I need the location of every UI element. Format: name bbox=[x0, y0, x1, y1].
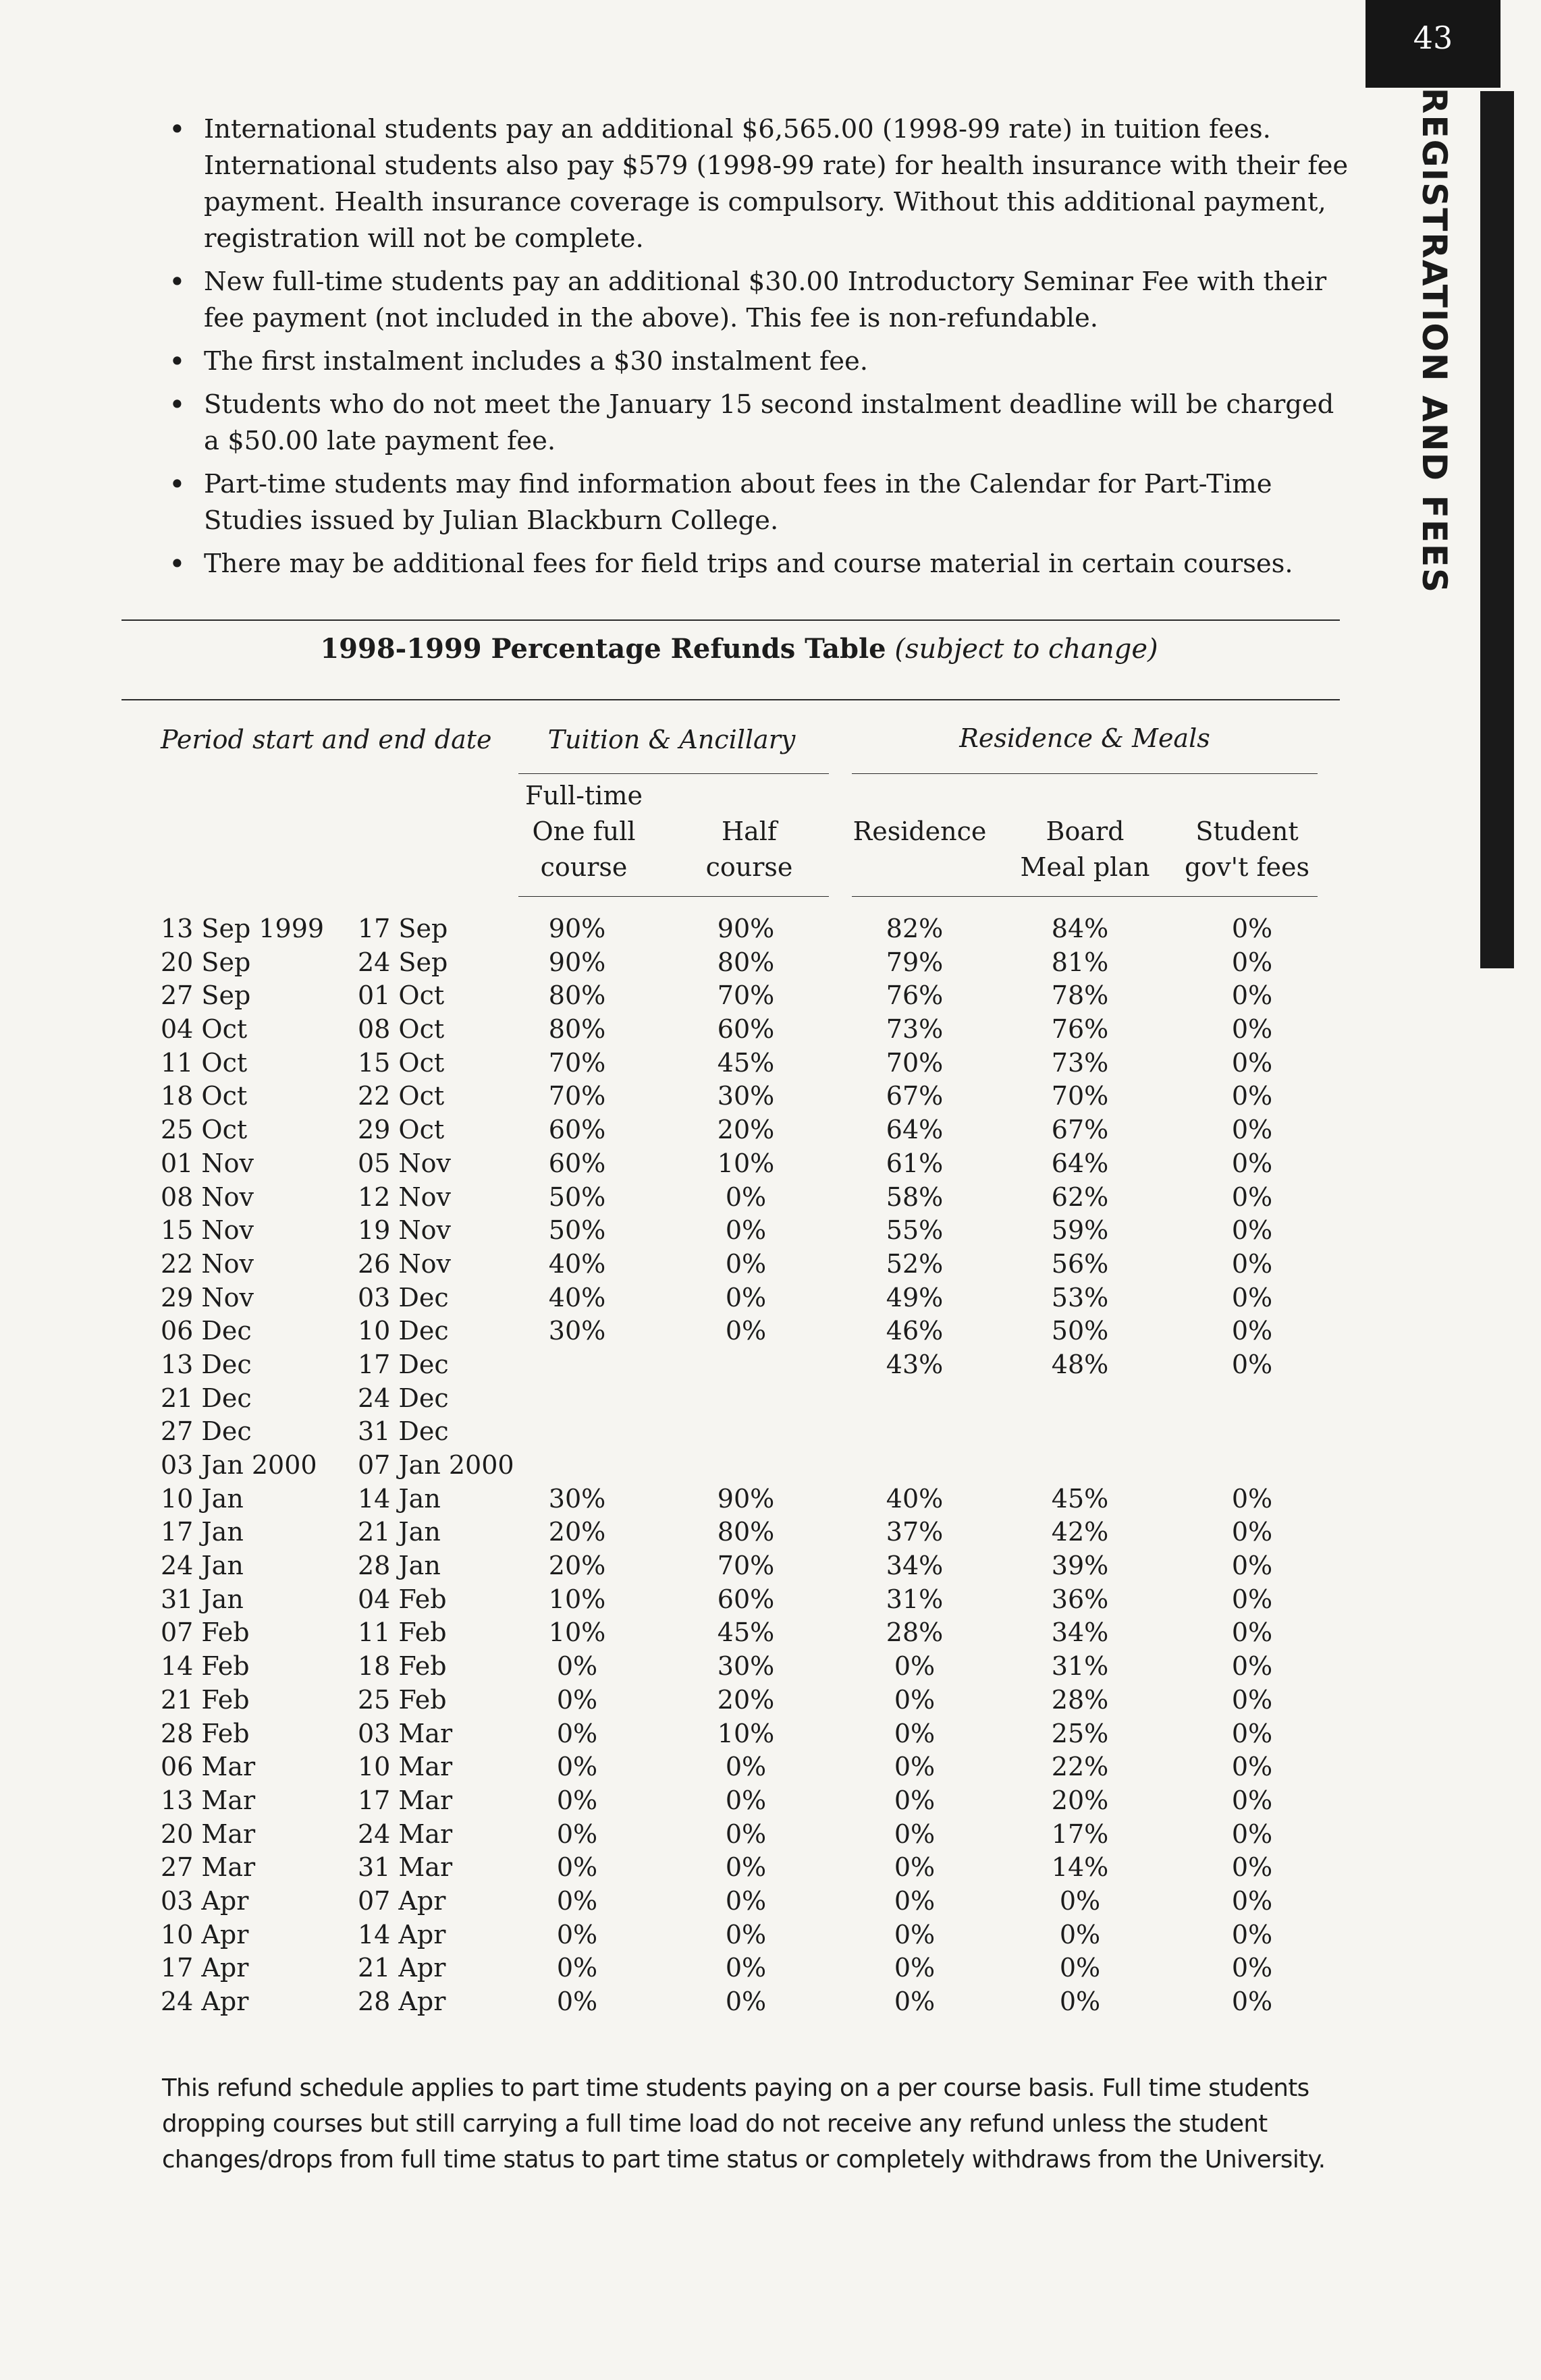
fee-note: • International students pay an additional $6,565.00 (1998-99 rate) in tuition fees. International students also pay $579 (1998-99 rate) for health insurance with their fee payment. Health insurance coverage is compulsory. Without this additional payment, registration will not be complete. bbox=[169, 111, 1350, 257]
table-row bbox=[0, 1684, 1541, 1717]
full-course-pct: 20% bbox=[548, 1517, 606, 1547]
table-row bbox=[0, 1918, 1541, 1952]
full-course-pct: 90% bbox=[548, 914, 606, 943]
table-row bbox=[0, 1080, 1541, 1113]
full-course-pct: 70% bbox=[548, 1081, 606, 1111]
residence-pct: 55% bbox=[886, 1215, 944, 1246]
half-course-pct: 70% bbox=[717, 1551, 775, 1581]
residence-pct: 49% bbox=[886, 1282, 944, 1312]
full-course-pct: 10% bbox=[548, 1617, 606, 1648]
table-row bbox=[0, 1314, 1541, 1348]
half-course-pct: 20% bbox=[717, 1684, 775, 1715]
period-start: 29 Nov bbox=[161, 1282, 254, 1312]
period-start: 27 Mar bbox=[161, 1852, 256, 1883]
table-row bbox=[0, 1113, 1541, 1147]
period-start: 15 Nov bbox=[161, 1215, 254, 1246]
period-start: 25 Oct bbox=[161, 1115, 248, 1145]
student-fees-pct: 0% bbox=[1231, 1684, 1273, 1715]
period-start: 31 Jan bbox=[161, 1584, 244, 1614]
tuition-header: Tuition & Ancillary bbox=[547, 725, 796, 754]
student-fees-pct: 0% bbox=[1231, 1718, 1273, 1748]
fee-note: • Part-time students may find information about fees in the Calendar for Part-Time Studies issued by Julian Blackburn College. bbox=[169, 466, 1350, 539]
full-course-pct: 50% bbox=[548, 1182, 606, 1212]
full-course-pct: 60% bbox=[548, 1115, 606, 1145]
half-course-pct: 45% bbox=[717, 1617, 775, 1648]
residence-pct: 76% bbox=[886, 980, 944, 1011]
table-row bbox=[0, 1382, 1541, 1416]
residence-pct: 82% bbox=[886, 914, 944, 943]
period-end: 17 Dec bbox=[358, 1349, 449, 1379]
student-fees-pct: 0% bbox=[1231, 1852, 1273, 1883]
student-fees-pct: 0% bbox=[1231, 1885, 1273, 1916]
residence-pct: 31% bbox=[886, 1584, 944, 1614]
table-row bbox=[0, 1549, 1541, 1583]
section-title: REGISTRATION AND FEES bbox=[1415, 87, 1454, 594]
period-start: 24 Jan bbox=[161, 1551, 244, 1581]
board-pct: 67% bbox=[1051, 1115, 1109, 1145]
residence-pct: 61% bbox=[886, 1148, 944, 1178]
period-end: 01 Oct bbox=[358, 980, 445, 1011]
page-number: 43 bbox=[1366, 0, 1501, 88]
half-course-pct: 0% bbox=[725, 1248, 767, 1279]
period-start: 21 Dec bbox=[161, 1383, 252, 1413]
full-course-pct: 0% bbox=[556, 1684, 598, 1715]
period-end: 24 Dec bbox=[358, 1383, 449, 1413]
full-course-pct: 60% bbox=[548, 1148, 606, 1178]
period-end: 25 Feb bbox=[358, 1684, 447, 1715]
board-pct: 64% bbox=[1051, 1148, 1109, 1178]
student-fees-pct: 0% bbox=[1231, 1316, 1273, 1346]
half-course-pct: 70% bbox=[717, 980, 775, 1011]
period-end: 21 Jan bbox=[358, 1517, 441, 1547]
residence-pct: 52% bbox=[886, 1248, 944, 1279]
residence-pct: 79% bbox=[886, 947, 944, 977]
table-row bbox=[0, 912, 1541, 946]
period-end: 29 Oct bbox=[358, 1115, 445, 1145]
period-start: 10 Jan bbox=[161, 1483, 244, 1514]
residence-columns-rule bbox=[852, 896, 1318, 897]
student-fees-pct: 0% bbox=[1231, 1047, 1273, 1078]
board-pct: 70% bbox=[1051, 1081, 1109, 1111]
period-end: 05 Nov bbox=[358, 1148, 452, 1178]
period-end: 08 Oct bbox=[358, 1014, 445, 1045]
residence-pct: 64% bbox=[886, 1115, 944, 1145]
period-start: 03 Jan 2000 bbox=[161, 1450, 317, 1480]
half-course-pct: 80% bbox=[717, 1517, 775, 1547]
residence-pct: 70% bbox=[886, 1047, 944, 1078]
student-fees-pct: 0% bbox=[1231, 1987, 1273, 2016]
table-row bbox=[0, 1348, 1541, 1382]
period-start: 18 Oct bbox=[161, 1081, 248, 1111]
period-start: 17 Jan bbox=[161, 1517, 244, 1547]
residence-pct: 0% bbox=[894, 1919, 936, 1949]
table-row bbox=[0, 1281, 1541, 1315]
period-start: 08 Nov bbox=[161, 1182, 254, 1212]
table-row bbox=[0, 1483, 1541, 1516]
student-fees-pct: 0% bbox=[1231, 1953, 1273, 1983]
period-start: 17 Apr bbox=[161, 1953, 249, 1983]
full-course-pct: 80% bbox=[548, 980, 606, 1011]
board-pct: 0% bbox=[1059, 1885, 1101, 1916]
full-course-pct: 0% bbox=[556, 1885, 598, 1916]
period-end: 21 Apr bbox=[358, 1953, 446, 1983]
half-course-pct: 30% bbox=[717, 1651, 775, 1682]
residence-pct: 0% bbox=[894, 1718, 936, 1748]
half-course-pct: 0% bbox=[725, 1752, 767, 1782]
full-course-pct: 30% bbox=[548, 1316, 606, 1346]
board-pct: 22% bbox=[1051, 1752, 1109, 1782]
table-row bbox=[0, 1516, 1541, 1549]
table-row bbox=[0, 1047, 1541, 1080]
half-course-pct: 0% bbox=[725, 1819, 767, 1849]
half-course-pct: 0% bbox=[725, 1215, 767, 1246]
half-course-pct: 30% bbox=[717, 1081, 775, 1111]
period-end: 14 Apr bbox=[358, 1919, 446, 1949]
student-fees-pct: 0% bbox=[1231, 1483, 1273, 1514]
board-pct: 48% bbox=[1051, 1349, 1109, 1379]
residence-col-header: Residence bbox=[853, 817, 987, 846]
student-fees-pct: 0% bbox=[1231, 1551, 1273, 1581]
fee-note: • Students who do not meet the January 15 second instalment deadline will be charged a $50.00 late payment fee. bbox=[169, 387, 1350, 460]
board-pct: 62% bbox=[1051, 1182, 1109, 1212]
period-start: 06 Mar bbox=[161, 1752, 256, 1782]
full-course-pct: 0% bbox=[556, 1987, 598, 2016]
full-course-header: Full-time One full course bbox=[525, 781, 643, 882]
board-pct: 53% bbox=[1051, 1282, 1109, 1312]
period-start: 27 Dec bbox=[161, 1416, 252, 1447]
period-end: 03 Dec bbox=[358, 1282, 449, 1312]
period-start: 20 Sep bbox=[161, 947, 251, 977]
full-course-pct: 10% bbox=[548, 1584, 606, 1614]
period-end: 03 Mar bbox=[358, 1718, 453, 1748]
full-course-pct: 70% bbox=[548, 1047, 606, 1078]
board-pct: 56% bbox=[1051, 1248, 1109, 1279]
residence-pct: 0% bbox=[894, 1819, 936, 1849]
period-start: 04 Oct bbox=[161, 1014, 248, 1045]
student-fees-pct: 0% bbox=[1231, 1215, 1273, 1246]
board-pct: 0% bbox=[1059, 1953, 1101, 1983]
table-row bbox=[0, 1650, 1541, 1684]
period-end: 31 Dec bbox=[358, 1416, 449, 1447]
student-fees-pct: 0% bbox=[1231, 1785, 1273, 1815]
refund-table-body bbox=[0, 912, 1541, 2019]
period-end: 28 Apr bbox=[358, 1987, 446, 2016]
full-course-pct: 0% bbox=[556, 1718, 598, 1748]
board-pct: 20% bbox=[1051, 1785, 1109, 1815]
table-row bbox=[0, 1583, 1541, 1617]
residence-pct: 0% bbox=[894, 1852, 936, 1883]
student-fees-pct: 0% bbox=[1231, 1617, 1273, 1648]
period-start: 20 Mar bbox=[161, 1819, 256, 1849]
half-course-pct: 45% bbox=[717, 1047, 775, 1078]
board-pct: 84% bbox=[1051, 914, 1109, 943]
residence-pct: 43% bbox=[886, 1349, 944, 1379]
period-start: 10 Apr bbox=[161, 1919, 249, 1949]
period-end: 04 Feb bbox=[358, 1584, 447, 1614]
board-header: Board Meal plan bbox=[1020, 817, 1150, 882]
residence-pct: 0% bbox=[894, 1987, 936, 2016]
residence-pct: 0% bbox=[894, 1684, 936, 1715]
fee-notes-list bbox=[169, 111, 1350, 589]
table-row bbox=[0, 1013, 1541, 1047]
student-fees-pct: 0% bbox=[1231, 947, 1273, 977]
period-start: 13 Sep 1999 bbox=[161, 914, 325, 943]
half-course-pct: 0% bbox=[725, 1316, 767, 1346]
period-end: 31 Mar bbox=[358, 1852, 453, 1883]
student-fees-pct: 0% bbox=[1231, 1248, 1273, 1279]
period-end: 19 Nov bbox=[358, 1215, 452, 1246]
refund-footnote: This refund schedule applies to part time students paying on a per course basis. Full time students dropping courses but still carrying a full time load do not receive any refund unless the student changes/drops from full time status to part time status or completely withdraws from the University. bbox=[162, 2074, 1326, 2174]
residence-pct: 0% bbox=[894, 1953, 936, 1983]
table-row bbox=[0, 1952, 1541, 1985]
period-start: 24 Apr bbox=[161, 1987, 249, 2016]
period-end: 26 Nov bbox=[358, 1248, 452, 1279]
period-end: 24 Mar bbox=[358, 1819, 453, 1849]
student-fees-pct: 0% bbox=[1231, 1115, 1273, 1145]
residence-pct: 37% bbox=[886, 1517, 944, 1547]
full-course-pct: 0% bbox=[556, 1752, 598, 1782]
half-course-pct: 0% bbox=[725, 1885, 767, 1916]
table-row bbox=[0, 1851, 1541, 1885]
half-course-pct: 0% bbox=[725, 1919, 767, 1949]
student-fees-pct: 0% bbox=[1231, 1752, 1273, 1782]
table-row bbox=[0, 1181, 1541, 1215]
tuition-group-rule bbox=[518, 773, 829, 774]
table-row bbox=[0, 979, 1541, 1013]
board-pct: 50% bbox=[1051, 1316, 1109, 1346]
table-row bbox=[0, 1616, 1541, 1650]
half-course-header: Half course bbox=[705, 817, 793, 882]
student-fees-pct: 0% bbox=[1231, 914, 1273, 943]
period-start: 11 Oct bbox=[161, 1047, 248, 1078]
period-end: 11 Feb bbox=[358, 1617, 447, 1648]
student-fees-pct: 0% bbox=[1231, 1081, 1273, 1111]
period-end: 18 Feb bbox=[358, 1651, 447, 1682]
residence-pct: 0% bbox=[894, 1651, 936, 1682]
full-course-pct: 0% bbox=[556, 1953, 598, 1983]
table-top-rule bbox=[121, 619, 1340, 621]
period-start: 06 Dec bbox=[161, 1316, 252, 1346]
period-end: 07 Apr bbox=[358, 1885, 446, 1916]
student-fees-header: Student gov't fees bbox=[1184, 817, 1309, 882]
period-end: 24 Sep bbox=[358, 947, 448, 977]
table-row bbox=[0, 1449, 1541, 1483]
table-row bbox=[0, 1717, 1541, 1751]
student-fees-pct: 0% bbox=[1231, 1182, 1273, 1212]
board-pct: 0% bbox=[1059, 1987, 1101, 2016]
board-pct: 42% bbox=[1051, 1517, 1109, 1547]
full-course-pct: 0% bbox=[556, 1785, 598, 1815]
board-pct: 45% bbox=[1051, 1483, 1109, 1514]
table-title-rule bbox=[121, 699, 1340, 700]
table-row bbox=[0, 1818, 1541, 1852]
half-course-pct: 90% bbox=[717, 914, 775, 943]
full-course-pct: 0% bbox=[556, 1919, 598, 1949]
residence-pct: 0% bbox=[894, 1885, 936, 1916]
residence-pct: 46% bbox=[886, 1316, 944, 1346]
period-start: 13 Mar bbox=[161, 1785, 256, 1815]
half-course-pct: 10% bbox=[717, 1148, 775, 1178]
board-pct: 78% bbox=[1051, 980, 1109, 1011]
period-start: 21 Feb bbox=[161, 1684, 250, 1715]
half-course-pct: 0% bbox=[725, 1785, 767, 1815]
full-course-pct: 40% bbox=[548, 1282, 606, 1312]
period-end: 10 Dec bbox=[358, 1316, 449, 1346]
board-pct: 39% bbox=[1051, 1551, 1109, 1581]
board-pct: 14% bbox=[1051, 1852, 1109, 1883]
table-row bbox=[0, 1415, 1541, 1449]
period-start: 27 Sep bbox=[161, 980, 251, 1011]
fee-note: • There may be additional fees for field trips and course material in certain courses. bbox=[169, 546, 1350, 582]
residence-group-rule bbox=[852, 773, 1318, 774]
residence-pct: 28% bbox=[886, 1617, 944, 1648]
full-course-pct: 0% bbox=[556, 1852, 598, 1883]
period-end: 14 Jan bbox=[358, 1483, 441, 1514]
table-row bbox=[0, 1750, 1541, 1784]
student-fees-pct: 0% bbox=[1231, 980, 1273, 1011]
half-course-pct: 0% bbox=[725, 1953, 767, 1983]
residence-header: Residence & Meals bbox=[959, 723, 1210, 753]
board-pct: 28% bbox=[1051, 1684, 1109, 1715]
full-course-pct: 0% bbox=[556, 1819, 598, 1849]
student-fees-pct: 0% bbox=[1231, 1584, 1273, 1614]
board-pct: 59% bbox=[1051, 1215, 1109, 1246]
student-fees-pct: 0% bbox=[1231, 1517, 1273, 1547]
table-row bbox=[0, 946, 1541, 980]
table-row bbox=[0, 1784, 1541, 1818]
board-pct: 34% bbox=[1051, 1617, 1109, 1648]
residence-pct: 73% bbox=[886, 1014, 944, 1045]
period-start: 14 Feb bbox=[161, 1651, 250, 1682]
period-start: 22 Nov bbox=[161, 1248, 254, 1279]
board-pct: 0% bbox=[1059, 1919, 1101, 1949]
table-row bbox=[0, 1985, 1541, 2019]
full-course-pct: 90% bbox=[548, 947, 606, 977]
section-tab-bar bbox=[1480, 91, 1514, 968]
full-course-pct: 40% bbox=[548, 1248, 606, 1279]
full-course-pct: 30% bbox=[548, 1483, 606, 1514]
full-course-pct: 20% bbox=[548, 1551, 606, 1581]
half-course-pct: 0% bbox=[725, 1182, 767, 1212]
residence-pct: 0% bbox=[894, 1785, 936, 1815]
residence-pct: 67% bbox=[886, 1081, 944, 1111]
half-course-pct: 90% bbox=[717, 1483, 775, 1514]
table-row bbox=[0, 1147, 1541, 1181]
fee-note: • New full-time students pay an additional $30.00 Introductory Seminar Fee with their fee payment (not included in the above). This fee is non-refundable. bbox=[169, 264, 1350, 337]
half-course-pct: 10% bbox=[717, 1718, 775, 1748]
table-row bbox=[0, 1248, 1541, 1281]
board-pct: 81% bbox=[1051, 947, 1109, 977]
board-pct: 36% bbox=[1051, 1584, 1109, 1614]
board-pct: 25% bbox=[1051, 1718, 1109, 1748]
residence-pct: 34% bbox=[886, 1551, 944, 1581]
student-fees-pct: 0% bbox=[1231, 1919, 1273, 1949]
full-course-pct: 0% bbox=[556, 1651, 598, 1682]
period-end: 12 Nov bbox=[358, 1182, 452, 1212]
board-pct: 17% bbox=[1051, 1819, 1109, 1849]
half-course-pct: 0% bbox=[725, 1852, 767, 1883]
period-end: 15 Oct bbox=[358, 1047, 445, 1078]
table-row bbox=[0, 1214, 1541, 1248]
period-end: 07 Jan 2000 bbox=[358, 1450, 514, 1480]
table-row bbox=[0, 1885, 1541, 1918]
period-start: 03 Apr bbox=[161, 1885, 249, 1916]
half-course-pct: 60% bbox=[717, 1014, 775, 1045]
period-header: Period start and end date bbox=[161, 725, 492, 754]
residence-pct: 0% bbox=[894, 1752, 936, 1782]
residence-pct: 58% bbox=[886, 1182, 944, 1212]
half-course-pct: 20% bbox=[717, 1115, 775, 1145]
student-fees-pct: 0% bbox=[1231, 1282, 1273, 1312]
period-end: 17 Mar bbox=[358, 1785, 453, 1815]
residence-pct: 40% bbox=[886, 1483, 944, 1514]
student-fees-pct: 0% bbox=[1231, 1819, 1273, 1849]
half-course-pct: 60% bbox=[717, 1584, 775, 1614]
half-course-pct: 80% bbox=[717, 947, 775, 977]
student-fees-pct: 0% bbox=[1231, 1349, 1273, 1379]
period-start: 28 Feb bbox=[161, 1718, 250, 1748]
board-pct: 73% bbox=[1051, 1047, 1109, 1078]
full-course-pct: 80% bbox=[548, 1014, 606, 1045]
period-end: 22 Oct bbox=[358, 1081, 445, 1111]
student-fees-pct: 0% bbox=[1231, 1014, 1273, 1045]
period-start: 13 Dec bbox=[161, 1349, 252, 1379]
fee-note: • The first instalment includes a $30 instalment fee. bbox=[169, 343, 1350, 380]
board-pct: 31% bbox=[1051, 1651, 1109, 1682]
full-course-pct: 50% bbox=[548, 1215, 606, 1246]
period-end: 17 Sep bbox=[358, 914, 448, 943]
student-fees-pct: 0% bbox=[1231, 1148, 1273, 1178]
table-title: 1998-1999 Percentage Refunds Table (subject to change) bbox=[320, 633, 1158, 665]
period-start: 01 Nov bbox=[161, 1148, 254, 1178]
period-end: 28 Jan bbox=[358, 1551, 441, 1581]
half-course-pct: 0% bbox=[725, 1987, 767, 2016]
board-pct: 76% bbox=[1051, 1014, 1109, 1045]
student-fees-pct: 0% bbox=[1231, 1651, 1273, 1682]
half-course-pct: 0% bbox=[725, 1282, 767, 1312]
period-end: 10 Mar bbox=[358, 1752, 453, 1782]
tuition-columns-rule bbox=[518, 896, 829, 897]
period-start: 07 Feb bbox=[161, 1617, 250, 1648]
